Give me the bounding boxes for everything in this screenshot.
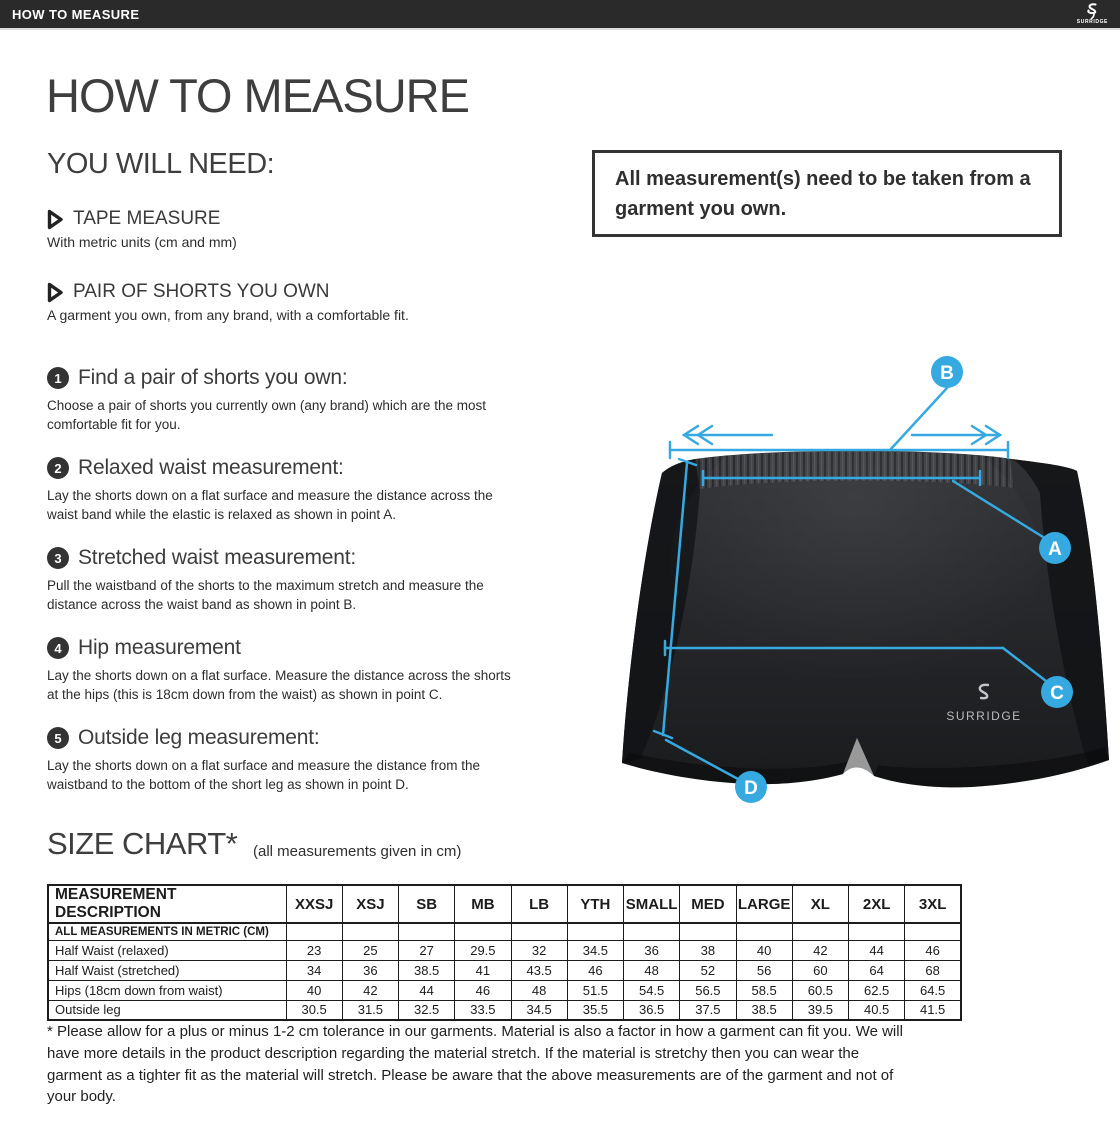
step-block — [47, 726, 547, 794]
shorts-photo — [622, 415, 1109, 787]
measurement-value-cell: 29.5 — [455, 940, 511, 960]
column-header-size: MED — [680, 885, 736, 923]
need-item-desc: With metric units (cm and mm) — [47, 234, 237, 250]
measurement-value-cell: 48 — [511, 980, 567, 1000]
measurement-value-cell: 43.5 — [511, 960, 567, 980]
badge-c-label: C — [1050, 683, 1064, 704]
measurement-value-cell: 42 — [342, 980, 398, 1000]
measurement-value-cell: 23 — [286, 940, 342, 960]
surridge-logo — [1077, 3, 1108, 25]
empty-cell — [455, 923, 511, 940]
step-description: Lay the shorts down on a flat surface. Measure the distance across the shorts at the hips (this is 18cm down from the waist) as shown in point C. — [47, 668, 511, 703]
triangle-bullet-icon — [47, 282, 64, 303]
badge-a-label: A — [1048, 539, 1062, 560]
step-number-badge: 1 — [47, 367, 69, 389]
measurement-value-cell: 46 — [905, 940, 961, 960]
empty-cell — [511, 923, 567, 940]
column-header-size: 2XL — [849, 885, 905, 923]
step-number-badge: 4 — [47, 637, 69, 659]
measurement-value-cell: 41 — [455, 960, 511, 980]
measurement-value-cell: 36.5 — [624, 1000, 680, 1020]
empty-cell — [399, 923, 455, 940]
column-header-size: YTH — [567, 885, 623, 923]
measurement-value-cell: 30.5 — [286, 1000, 342, 1020]
you-will-need-heading: YOU WILL NEED: — [47, 148, 275, 180]
step-title: Find a pair of shorts you own: — [78, 366, 348, 389]
triangle-bullet-icon — [47, 209, 64, 230]
step-block — [47, 366, 547, 434]
column-header-size: SB — [399, 885, 455, 923]
column-header-size: LB — [511, 885, 567, 923]
step-number-badge: 3 — [47, 547, 69, 569]
measurement-value-cell: 68 — [905, 960, 961, 980]
page-title: HOW TO MEASURE — [46, 69, 469, 122]
shorts-brand-text: SURRIDGE — [946, 709, 1022, 723]
surridge-s-icon — [1085, 3, 1099, 19]
measurement-value-cell: 38.5 — [736, 1000, 792, 1020]
empty-cell — [342, 923, 398, 940]
measurement-value-cell: 60.5 — [792, 980, 848, 1000]
size-chart-header-row — [48, 885, 961, 923]
measurement-value-cell: 32 — [511, 940, 567, 960]
tolerance-footnote: * Please allow for a plus or minus 1-2 cm tolerance in our garments. Material is also a factor in how a garment can fit you. We will have more details in the product description regarding the material stretch. If the material is stretchy then you can wear the garment as a tighter fit as the material will stretch. Please be aware that the above measurements are of the garment and not of your body. — [47, 1023, 903, 1106]
measurement-value-cell: 46 — [455, 980, 511, 1000]
measurement-value-cell: 46 — [567, 960, 623, 980]
measurement-value-cell: 38 — [680, 940, 736, 960]
measurement-value-cell: 40 — [286, 980, 342, 1000]
step-title: Stretched waist measurement: — [78, 546, 357, 569]
measurement-value-cell: 56 — [736, 960, 792, 980]
measurement-value-cell: 62.5 — [849, 980, 905, 1000]
measurement-value-cell: 44 — [849, 940, 905, 960]
measurement-value-cell: 34.5 — [511, 1000, 567, 1020]
column-header-size: LARGE — [736, 885, 792, 923]
measurement-value-cell: 44 — [399, 980, 455, 1000]
size-chart-unit-note: (all measurements given in cm) — [253, 843, 462, 860]
top-bar — [0, 0, 1120, 30]
measurement-value-cell: 34.5 — [567, 940, 623, 960]
measurement-value-cell: 64.5 — [905, 980, 961, 1000]
step-block — [47, 546, 547, 614]
badge-b-label: B — [940, 363, 954, 384]
step-title: Outside leg measurement: — [78, 726, 320, 749]
step-description: Pull the waistband of the shorts to the maximum stretch and measure the distance across the waist band as shown in point B. — [47, 578, 484, 613]
topbar-brand-word: SURRIDGE — [1076, 19, 1108, 25]
measurement-value-cell: 41.5 — [905, 1000, 961, 1020]
empty-cell — [736, 923, 792, 940]
measurement-value-cell: 36 — [342, 960, 398, 980]
measurement-value-cell: 33.5 — [455, 1000, 511, 1020]
column-header-description: MEASUREMENT DESCRIPTION — [48, 885, 286, 923]
measurement-value-cell: 25 — [342, 940, 398, 960]
step-heading-row — [47, 456, 547, 480]
step-number-badge: 2 — [47, 457, 69, 479]
need-item-desc: A garment you own, from any brand, with a comfortable fit. — [47, 307, 409, 323]
need-item-title-row — [47, 208, 237, 230]
measurement-label-cell: Outside leg — [48, 1000, 286, 1020]
size-chart-row — [48, 940, 961, 960]
size-chart-row — [48, 980, 961, 1000]
measurement-value-cell: 31.5 — [342, 1000, 398, 1020]
step-description: Lay the shorts down on a flat surface and measure the distance across the waist band while the elastic is relaxed as shown in point A. — [47, 488, 493, 523]
step-title: Hip measurement — [78, 636, 241, 659]
column-header-size: SMALL — [624, 885, 680, 923]
measurement-value-cell: 27 — [399, 940, 455, 960]
measurement-label-cell: Hips (18cm down from waist) — [48, 980, 286, 1000]
empty-cell — [567, 923, 623, 940]
step-description: Choose a pair of shorts you currently own (any brand) which are the most comfortable fit for you. — [47, 398, 486, 433]
measurement-value-cell: 60 — [792, 960, 848, 980]
need-item-title-row — [47, 281, 409, 303]
step-heading-row — [47, 636, 547, 660]
empty-cell — [792, 923, 848, 940]
size-chart-row — [48, 960, 961, 980]
measurement-label-cell: Half Waist (stretched) — [48, 960, 286, 980]
measurement-value-cell: 42 — [792, 940, 848, 960]
need-item-label: TAPE MEASURE — [73, 208, 221, 229]
step-description: Lay the shorts down on a flat surface and measure the distance from the waistband to the bottom of the short leg as shown in point D. — [47, 758, 480, 793]
measurement-value-cell: 39.5 — [792, 1000, 848, 1020]
measurement-value-cell: 38.5 — [399, 960, 455, 980]
topbar-title: HOW TO MEASURE — [12, 6, 140, 22]
measurement-value-cell: 40.5 — [849, 1000, 905, 1020]
need-item-label: PAIR OF SHORTS YOU OWN — [73, 281, 330, 302]
column-header-size: XL — [792, 885, 848, 923]
measurement-label-cell: Half Waist (relaxed) — [48, 940, 286, 960]
step-heading-row — [47, 546, 547, 570]
empty-cell — [905, 923, 961, 940]
shorts-diagram-svg — [600, 335, 1120, 815]
measurement-value-cell: 48 — [624, 960, 680, 980]
empty-cell — [680, 923, 736, 940]
column-header-size: XXSJ — [286, 885, 342, 923]
metric-note-cell: ALL MEASUREMENTS IN METRIC (CM) — [48, 923, 286, 940]
notice-text: All measurement(s) need to be taken from a garment you own. — [615, 167, 1031, 220]
size-chart-heading: SIZE CHART* — [47, 826, 238, 861]
measurement-value-cell: 64 — [849, 960, 905, 980]
step-heading-row — [47, 726, 547, 750]
need-item — [47, 281, 409, 323]
size-chart-table — [47, 884, 962, 1021]
shorts-measurement-diagram — [600, 335, 1120, 815]
measurement-value-cell: 51.5 — [567, 980, 623, 1000]
size-chart-row — [48, 1000, 961, 1020]
metric-note-row — [48, 923, 961, 940]
measurement-value-cell: 37.5 — [680, 1000, 736, 1020]
column-header-size: MB — [455, 885, 511, 923]
measurement-value-cell: 54.5 — [624, 980, 680, 1000]
step-title: Relaxed waist measurement: — [78, 456, 344, 479]
column-header-size: 3XL — [905, 885, 961, 923]
measurement-value-cell: 52 — [680, 960, 736, 980]
step-block — [47, 636, 547, 704]
empty-cell — [286, 923, 342, 940]
notice-box — [592, 150, 1062, 237]
empty-cell — [849, 923, 905, 940]
need-item — [47, 208, 237, 250]
measurement-value-cell: 36 — [624, 940, 680, 960]
measurement-value-cell: 56.5 — [680, 980, 736, 1000]
badge-d-label: D — [744, 778, 758, 799]
measurement-value-cell: 34 — [286, 960, 342, 980]
measurement-value-cell: 32.5 — [399, 1000, 455, 1020]
step-block — [47, 456, 547, 524]
column-header-size: XSJ — [342, 885, 398, 923]
step-heading-row — [47, 366, 547, 390]
measurement-value-cell: 40 — [736, 940, 792, 960]
measurement-value-cell: 35.5 — [567, 1000, 623, 1020]
measurement-value-cell: 58.5 — [736, 980, 792, 1000]
empty-cell — [624, 923, 680, 940]
step-number-badge: 5 — [47, 727, 69, 749]
